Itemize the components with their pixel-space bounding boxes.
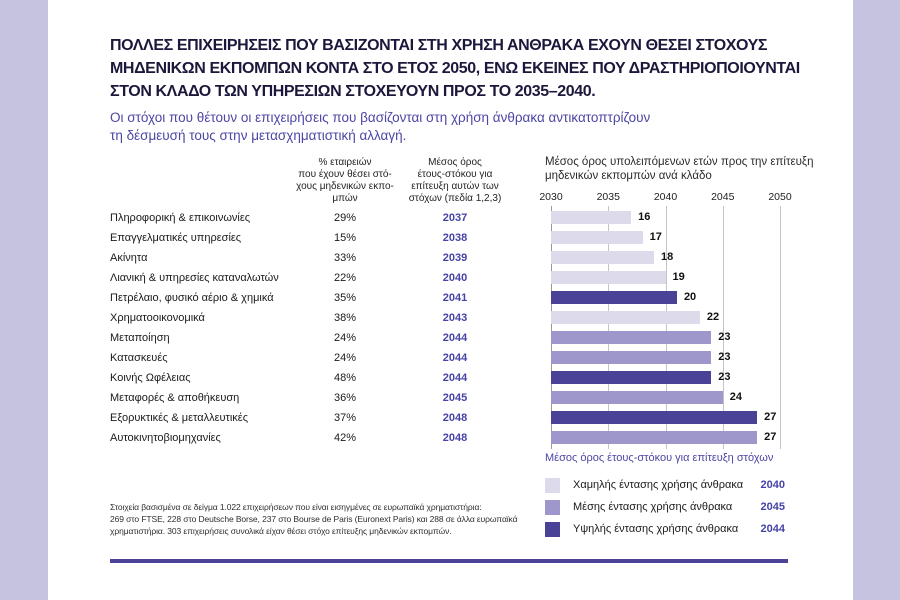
legend-swatch xyxy=(545,478,560,493)
footnote-line: Στοιχεία βασισμένα σε δείγμα 1.022 επιχειρήσεων που είναι εισηγμένες σε ευρωπαϊκά χρηματιστήρια: xyxy=(110,502,482,512)
sector-label: Πληροφορική & επικοινωνίες xyxy=(110,212,251,224)
pct-value: 42% xyxy=(333,432,357,444)
table-header-line: στόχων (πεδία 1,2,3) xyxy=(408,193,502,204)
target-year-value: 2048 xyxy=(442,412,468,424)
footnote xyxy=(110,501,550,537)
target-year-value: 2039 xyxy=(442,252,468,264)
bar-value-label: 16 xyxy=(638,211,651,223)
axis-tick-label: 2030 xyxy=(539,191,563,203)
bar xyxy=(551,251,654,264)
table-row xyxy=(110,288,525,308)
sector-label: Επαγγελματικές υπηρεσίες xyxy=(110,232,242,244)
table-header-line: μπών xyxy=(332,193,358,204)
bar xyxy=(551,211,631,224)
sector-label: Μεταφορές & αποθήκευση xyxy=(110,392,240,404)
table-header-line: Μέσος όρος xyxy=(428,157,482,168)
target-year-value: 2038 xyxy=(442,232,468,244)
page-subtitle-line: τη δέσμευσή τους στην μετασχηματιστική αλλαγή. xyxy=(110,128,407,143)
bar-value-label: 22 xyxy=(706,311,720,323)
bar xyxy=(551,331,711,344)
pct-value: 35% xyxy=(333,292,357,304)
bar-value-label: 23 xyxy=(718,331,731,343)
right-border-panel xyxy=(853,0,900,600)
table-header-line: έτους-στόκου για xyxy=(417,169,493,180)
sector-label: Εξορυκτικές & μεταλλευτικές xyxy=(110,412,249,424)
table-header-year xyxy=(385,157,525,205)
bar-value-label: 20 xyxy=(683,291,697,303)
target-year-value: 2044 xyxy=(442,332,468,344)
bar xyxy=(551,391,723,404)
pct-value: 29% xyxy=(333,212,357,224)
target-year-value: 2041 xyxy=(442,292,468,304)
chart-title-line: μηδενικών εκπομπών ανά κλάδο xyxy=(545,170,712,182)
target-year-value: 2040 xyxy=(442,272,468,284)
chart-title xyxy=(545,155,814,183)
page-title xyxy=(110,34,810,103)
chart-legend xyxy=(545,452,785,540)
page-title-line: ΠΟΛΛΕΣ ΕΠΙΧΕΙΡΗΣΕΙΣ ΠΟΥ ΒΑΣΙΖΟΝΤΑΙ ΣΤΗ ΧΡΗΣΗ ΑΝΘΡΑΚΑ ΕΧΟΥΝ ΘΕΣΕΙ ΣΤΟΧΟΥΣ xyxy=(110,37,768,54)
table-row xyxy=(110,428,525,448)
chart-title-line: Μέσος όρος υπολειπόμενων ετών προς την επίτευξη xyxy=(545,156,814,168)
table-row xyxy=(110,248,525,268)
left-border-panel xyxy=(0,0,48,600)
table-row xyxy=(110,348,525,368)
bar xyxy=(551,351,711,364)
table-row xyxy=(110,388,525,408)
bar-value-label: 27 xyxy=(764,411,777,423)
target-year-value: 2037 xyxy=(442,212,468,224)
table-row xyxy=(110,208,525,228)
sector-label: Μεταποίηση xyxy=(110,332,170,344)
bottom-divider xyxy=(110,559,788,563)
bar xyxy=(551,431,757,444)
bar-value-label: 19 xyxy=(672,271,685,283)
pct-value: 22% xyxy=(333,272,357,284)
legend-title: Μέσος όρος έτους-στόκου για επίτευξη στόχων xyxy=(545,452,774,464)
page-title-line: ΜΗΔΕΝΙΚΩΝ ΕΚΠΟΜΠΩΝ ΚΟΝΤΑ ΣΤΟ ΕΤΟΣ 2050, ΕΝΩ ΕΚΕΙΝΕΣ ΠΟΥ ΔΡΑΣΤΗΡΙΟΠΟΙΟΥΝΤΑΙ xyxy=(110,60,800,77)
axis-tick-label: 2040 xyxy=(653,191,678,203)
sector-label: Κοινής Ωφέλειας xyxy=(110,372,191,384)
bar-value-label: 18 xyxy=(661,251,674,263)
pct-value: 24% xyxy=(333,352,357,364)
table-header-line: επίτευξη αυτών των xyxy=(411,181,499,192)
bar-value-label: 24 xyxy=(729,391,742,403)
page-subtitle-line: Οι στόχοι που θέτουν οι επιχειρήσεις που βασίζονται στη χρήση άνθρακα αντικατοπτρίζουν xyxy=(110,110,651,125)
gridline xyxy=(780,206,781,449)
pct-value: 15% xyxy=(333,232,357,244)
table-row xyxy=(110,328,525,348)
bar-value-label: 17 xyxy=(649,231,662,243)
legend-year: 2045 xyxy=(760,501,785,513)
sector-label: Λιανική & υπηρεσίες καταναλωτών xyxy=(110,272,279,284)
table-row xyxy=(110,228,525,248)
target-year-value: 2045 xyxy=(442,392,468,404)
legend-item xyxy=(545,474,785,496)
legend-item xyxy=(545,496,785,518)
target-year-value: 2048 xyxy=(442,432,468,444)
axis-tick-label: 2035 xyxy=(596,191,620,203)
bar xyxy=(551,271,666,284)
legend-year: 2040 xyxy=(760,479,785,491)
legend-items xyxy=(545,474,785,540)
bar xyxy=(551,411,757,424)
pct-value: 24% xyxy=(333,332,357,344)
target-year-value: 2044 xyxy=(442,372,468,384)
sector-label: Χρηματοοικονομικά xyxy=(110,312,205,324)
table-row xyxy=(110,308,525,328)
table-row xyxy=(110,408,525,428)
pct-value: 33% xyxy=(333,252,357,264)
legend-label: Χαμηλής έντασης χρήσης άνθρακα xyxy=(573,479,744,491)
bar xyxy=(551,311,700,324)
footnote-line: χρηματιστήρια. 303 επιχειρήσεις συνολικά είχαν θέσει στόχο επίτευξης μηδενικών εκπομπών. xyxy=(110,526,452,536)
table-row xyxy=(110,268,525,288)
footnote-line: 269 στο FTSE, 228 στο Deutsche Borse, 237 στο Bourse de Paris (Euronext Paris) και 288 σε άλλα ευρωπαϊκά xyxy=(110,514,518,524)
bar xyxy=(551,371,711,384)
legend-label: Μέσης έντασης χρήσης άνθρακα xyxy=(573,501,733,513)
table-header-line: που έχουν θέσει στό- xyxy=(298,169,392,180)
table-header-line: % εταιρειών xyxy=(318,157,372,168)
sector-label: Πετρέλαιο, φυσικό αέριο & χημικά xyxy=(110,292,274,304)
bar-value-label: 23 xyxy=(718,371,731,383)
table-row xyxy=(110,368,525,388)
pct-value: 48% xyxy=(333,372,357,384)
axis-tick-label: 2045 xyxy=(711,191,735,203)
table-header-line: χους μηδενικών εκπο- xyxy=(296,181,394,192)
bar-chart-plot xyxy=(551,206,780,449)
legend-label: Υψηλής έντασης χρήσης άνθρακα xyxy=(573,523,739,535)
sector-label: Αυτοκινητοβιομηχανίες xyxy=(110,432,221,444)
bar-value-label: 27 xyxy=(764,431,777,443)
sector-label: Ακίνητα xyxy=(110,252,148,264)
target-year-value: 2044 xyxy=(442,352,468,364)
bar-value-label: 23 xyxy=(718,351,731,363)
pct-value: 36% xyxy=(333,392,357,404)
target-year-value: 2043 xyxy=(442,312,468,324)
axis-tick-label: 2050 xyxy=(768,191,792,203)
page-title-line: ΣΤΟΝ ΚΛΑΔΟ ΤΩΝ ΥΠΗΡΕΣΙΩΝ ΣΤΟΧΕΥΟΥΝ ΠΡΟΣ ΤΟ 2035–2040. xyxy=(110,83,596,100)
bar xyxy=(551,231,643,244)
pct-value: 37% xyxy=(333,412,357,424)
pct-value: 38% xyxy=(333,312,357,324)
sector-label: Κατασκευές xyxy=(110,352,168,364)
page-subtitle xyxy=(110,109,730,145)
bar xyxy=(551,291,677,304)
legend-item xyxy=(545,518,785,540)
legend-year: 2044 xyxy=(760,523,785,535)
